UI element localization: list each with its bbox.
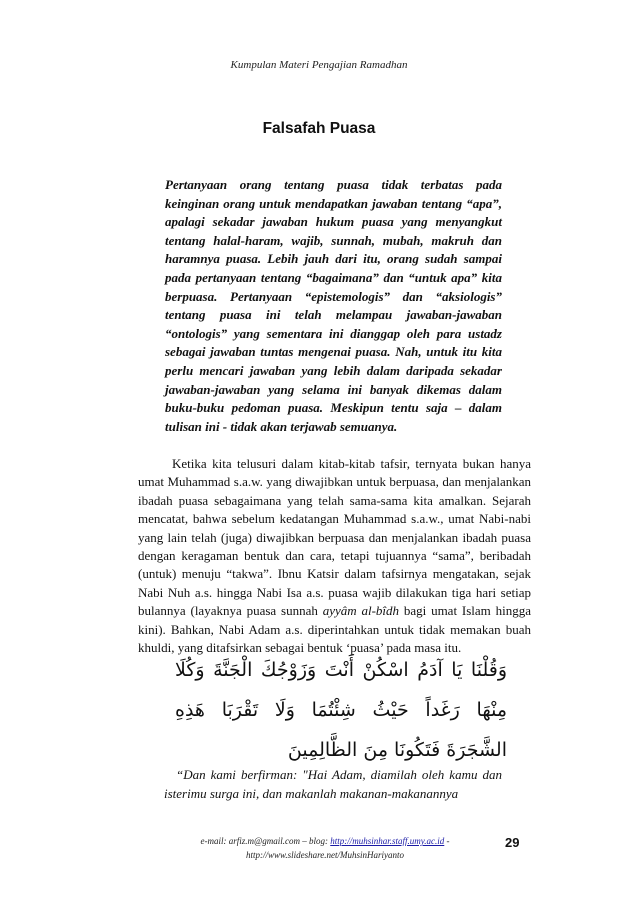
page-number: 29 bbox=[505, 835, 520, 850]
footer-email: e-mail: arfiz.m@gmail.com bbox=[200, 836, 300, 846]
arabic-verse: وَقُلْنَا يَا آدَمُ اسْكُنْ أَنْتَ وَزَوْجُكَ الْجَنَّةَ وَكُلَا مِنْهَا رَغَداً حَيْثُ شِئْتُمَا وَلَا تَقْرَبَا هَذِهِ الشَّجَرَةَ فَتَكُونَا مِنَ الظَّالِمِينَ bbox=[175, 659, 507, 761]
body-paragraph bbox=[138, 455, 531, 657]
verse-translation: “Dan kami berfirman: "Hai Adam, diamilah oleh kamu dan isterimu surga ini, dan makanlah makanan-makanannya bbox=[164, 767, 502, 801]
footer-line-1 bbox=[160, 835, 490, 849]
footer-line-2 bbox=[160, 849, 490, 863]
footer-blog-label: – blog: bbox=[300, 836, 331, 846]
body-part-1: Ketika kita telusuri dalam kitab-kitab tafsir, ternyata bukan hanya umat Muhammad s.a.w. yang diwajibkan untuk berpuasa, dan menjalankan ibadah puasa sebagaimana yang telah sama-sama kita amalkan. Sejarah mencatat, bahwa sebelum kedatangan Muhammad s.a.w., umat Nabi-nabi yang lain telah (juga) diwajibkan berpuasa dan menjalankan ibadah puasa dengan keragaman bentuk dan cara, tetapi tujuannya “sama”, beribadah (untuk) menuju “takwa”. Ibnu Katsir dalam tafsirnya mengatakan, sejak Nabi Nuh a.s. hingga Nabi Isa a.s. puasa wajib dilakukan tiga hari setiap bulannya (layaknya puasa sunnah bbox=[138, 456, 531, 619]
italic-term: ayyâm al-bîdh bbox=[322, 603, 400, 619]
body-text bbox=[138, 455, 531, 657]
page-title: Falsafah Puasa bbox=[262, 120, 376, 137]
footer-separator: - bbox=[444, 836, 450, 846]
page-footer bbox=[160, 835, 490, 862]
footer-slideshare-link[interactable]: http://www.slideshare.net/MuhsinHariyanto bbox=[246, 849, 404, 860]
abstract-paragraph: Pertanyaan orang tentang puasa tidak terbatas pada keinginan orang untuk mendapatkan jawaban tentang “apa”, apalagi sekadar jawaban hukum puasa yang menyangkut tentang halal-haram, wajib, sunnah, mubah, makruh dan haramnya puasa. Lebih jauh dari itu, orang sudah sampai pada pertanyaan tentang “bagaimana” dan “untuk apa” kita berpuasa. Pertanyaan “epistemologis” dan “aksiologis” tentang puasa ini telah melampau jawaban-jawaban “ontologis” yang sementara ini dianggap oleh para ustadz sebagai jawaban tuntas mengenai puasa. Nah, untuk itu kita perlu mencari jawaban yang lebih dalam daripada sekadar jawaban-jawaban yang selama ini banyak dikemas dalam buku-buku pedoman puasa. Meskipun tentu saja – dalam tulisan ini - tidak akan terjawab semuanya. bbox=[165, 177, 502, 434]
running-header: Kumpulan Materi Pengajian Ramadhan bbox=[230, 59, 408, 71]
footer-blog-link[interactable]: http://muhsinhar.staff.umy.ac.id bbox=[330, 836, 445, 846]
body-part-2: bagi umat Islam hingga kini). Bahkan, Nabi Adam a.s. diperintahkan untuk tidak memakan buah khuldi, yang ditafsirkan sebagai bentuk ‘puasa’ pada masa itu. bbox=[138, 603, 532, 656]
